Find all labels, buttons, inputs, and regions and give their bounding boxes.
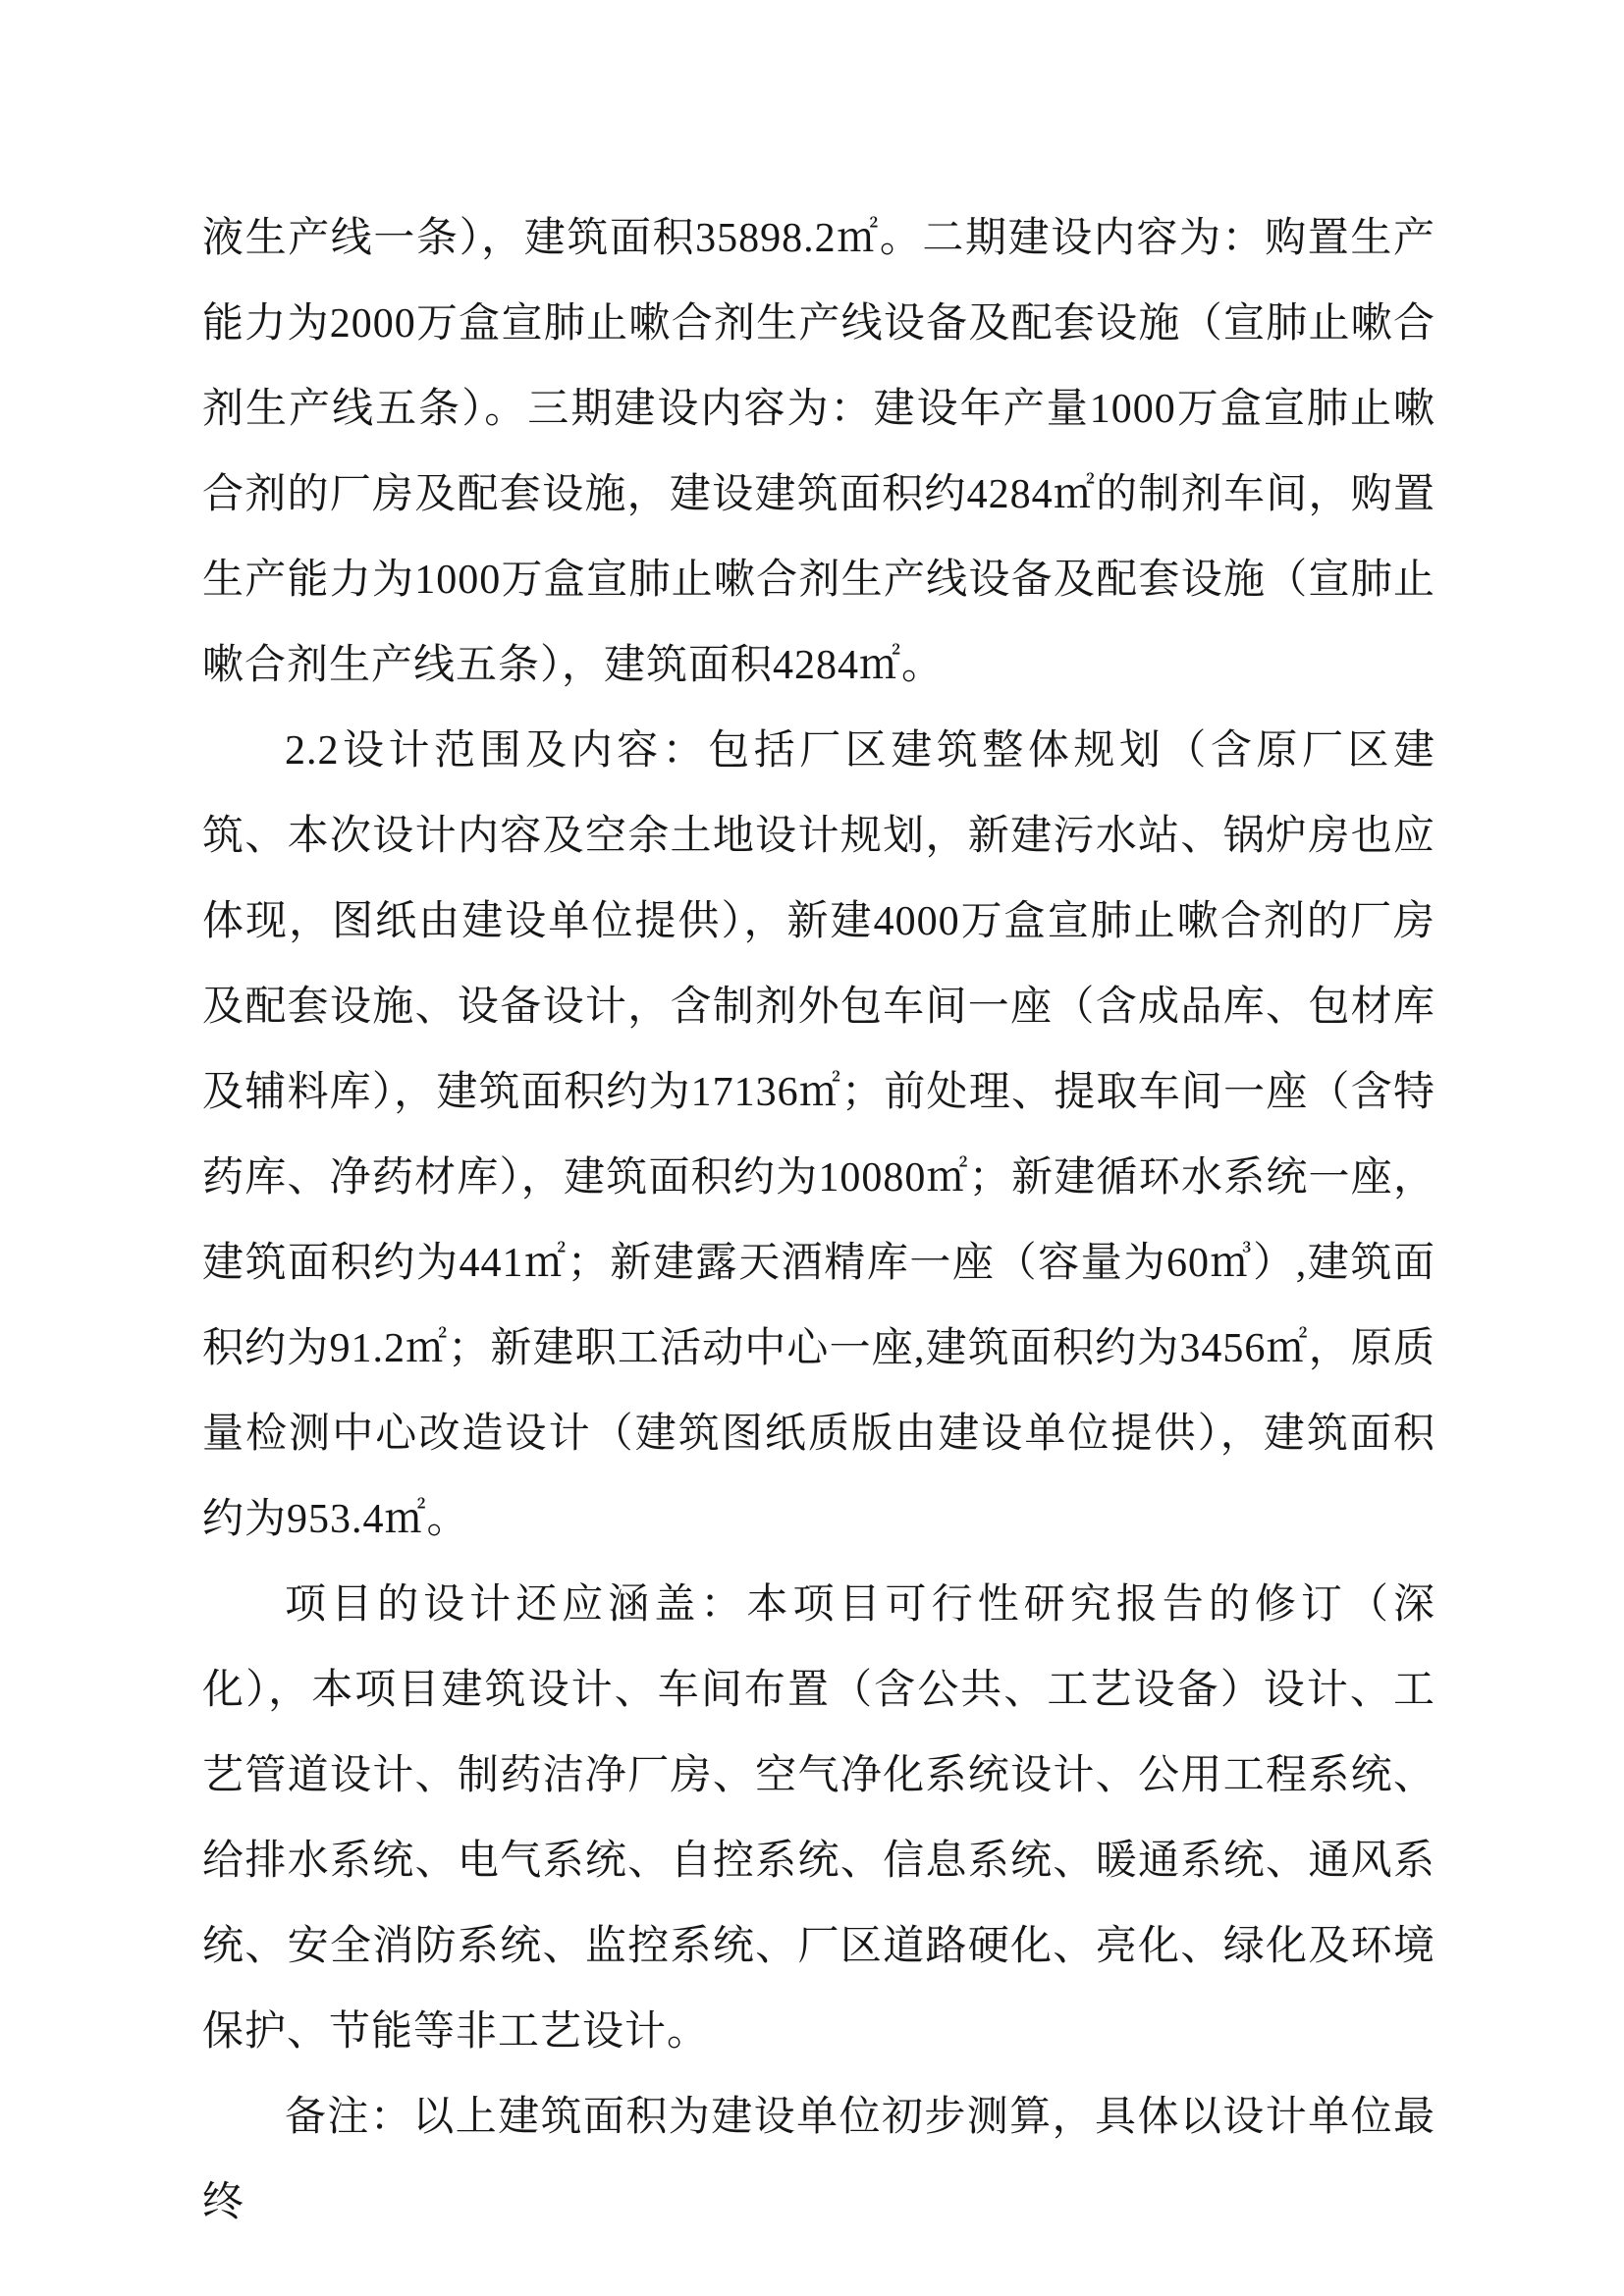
- paragraph-note: 备注：以上建筑面积为建设单位初步测算，具体以设计单位最终: [202, 2095, 1435, 2225]
- document-body-text: [202, 196, 1435, 2246]
- paragraph-design-scope: 2.2设计范围及内容：包括厂区建筑整体规划（含原厂区建筑、本次设计内容及空余土地设计规划，新建污水站、锅炉房也应体现，图纸由建设单位提供），新建4000万盒宣肺止嗽合剂的厂房及配套设施、设备设计，含制剂外包车间一座（含成品库、包材库及辅料库），建筑面积约为17136㎡；前处理、提取车间一座（含特药库、净药材库），建筑面积约为10080㎡；新建循环水系统一座，建筑面积约为441㎡；新建露天酒精库一座（容量为60㎥）,建筑面积约为91.2㎡；新建职工活动中心一座,建筑面积约为3456㎡，原质量检测中心改造设计（建筑图纸质版由建设单位提供），建筑面积约为953.4㎡。: [202, 728, 1435, 1542]
- paragraph-construction-phases: 液生产线一条），建筑面积35898.2㎡。二期建设内容为：购置生产能力为2000万盒宣肺止嗽合剂生产线设备及配套设施（宣肺止嗽合剂生产线五条）。三期建设内容为：建设年产量1000万盒宣肺止嗽合剂的厂房及配套设施，建设建筑面积约4284㎡的制剂车间，购置生产能力为1000万盒宣肺止嗽合剂生产线设备及配套设施（宣肺止嗽合剂生产线五条），建筑面积4284㎡。: [202, 216, 1435, 688]
- paragraph-design-coverage: 项目的设计还应涵盖：本项目可行性研究报告的修订（深化），本项目建筑设计、车间布置（含公共、工艺设备）设计、工艺管道设计、制药洁净厂房、空气净化系统设计、公用工程系统、给排水系统、电气系统、自控系统、信息系统、暖通系统、通风系统、安全消防系统、监控系统、厂区道路硬化、亮化、绿化及环境保护、节能等非工艺设计。: [202, 1582, 1435, 2055]
